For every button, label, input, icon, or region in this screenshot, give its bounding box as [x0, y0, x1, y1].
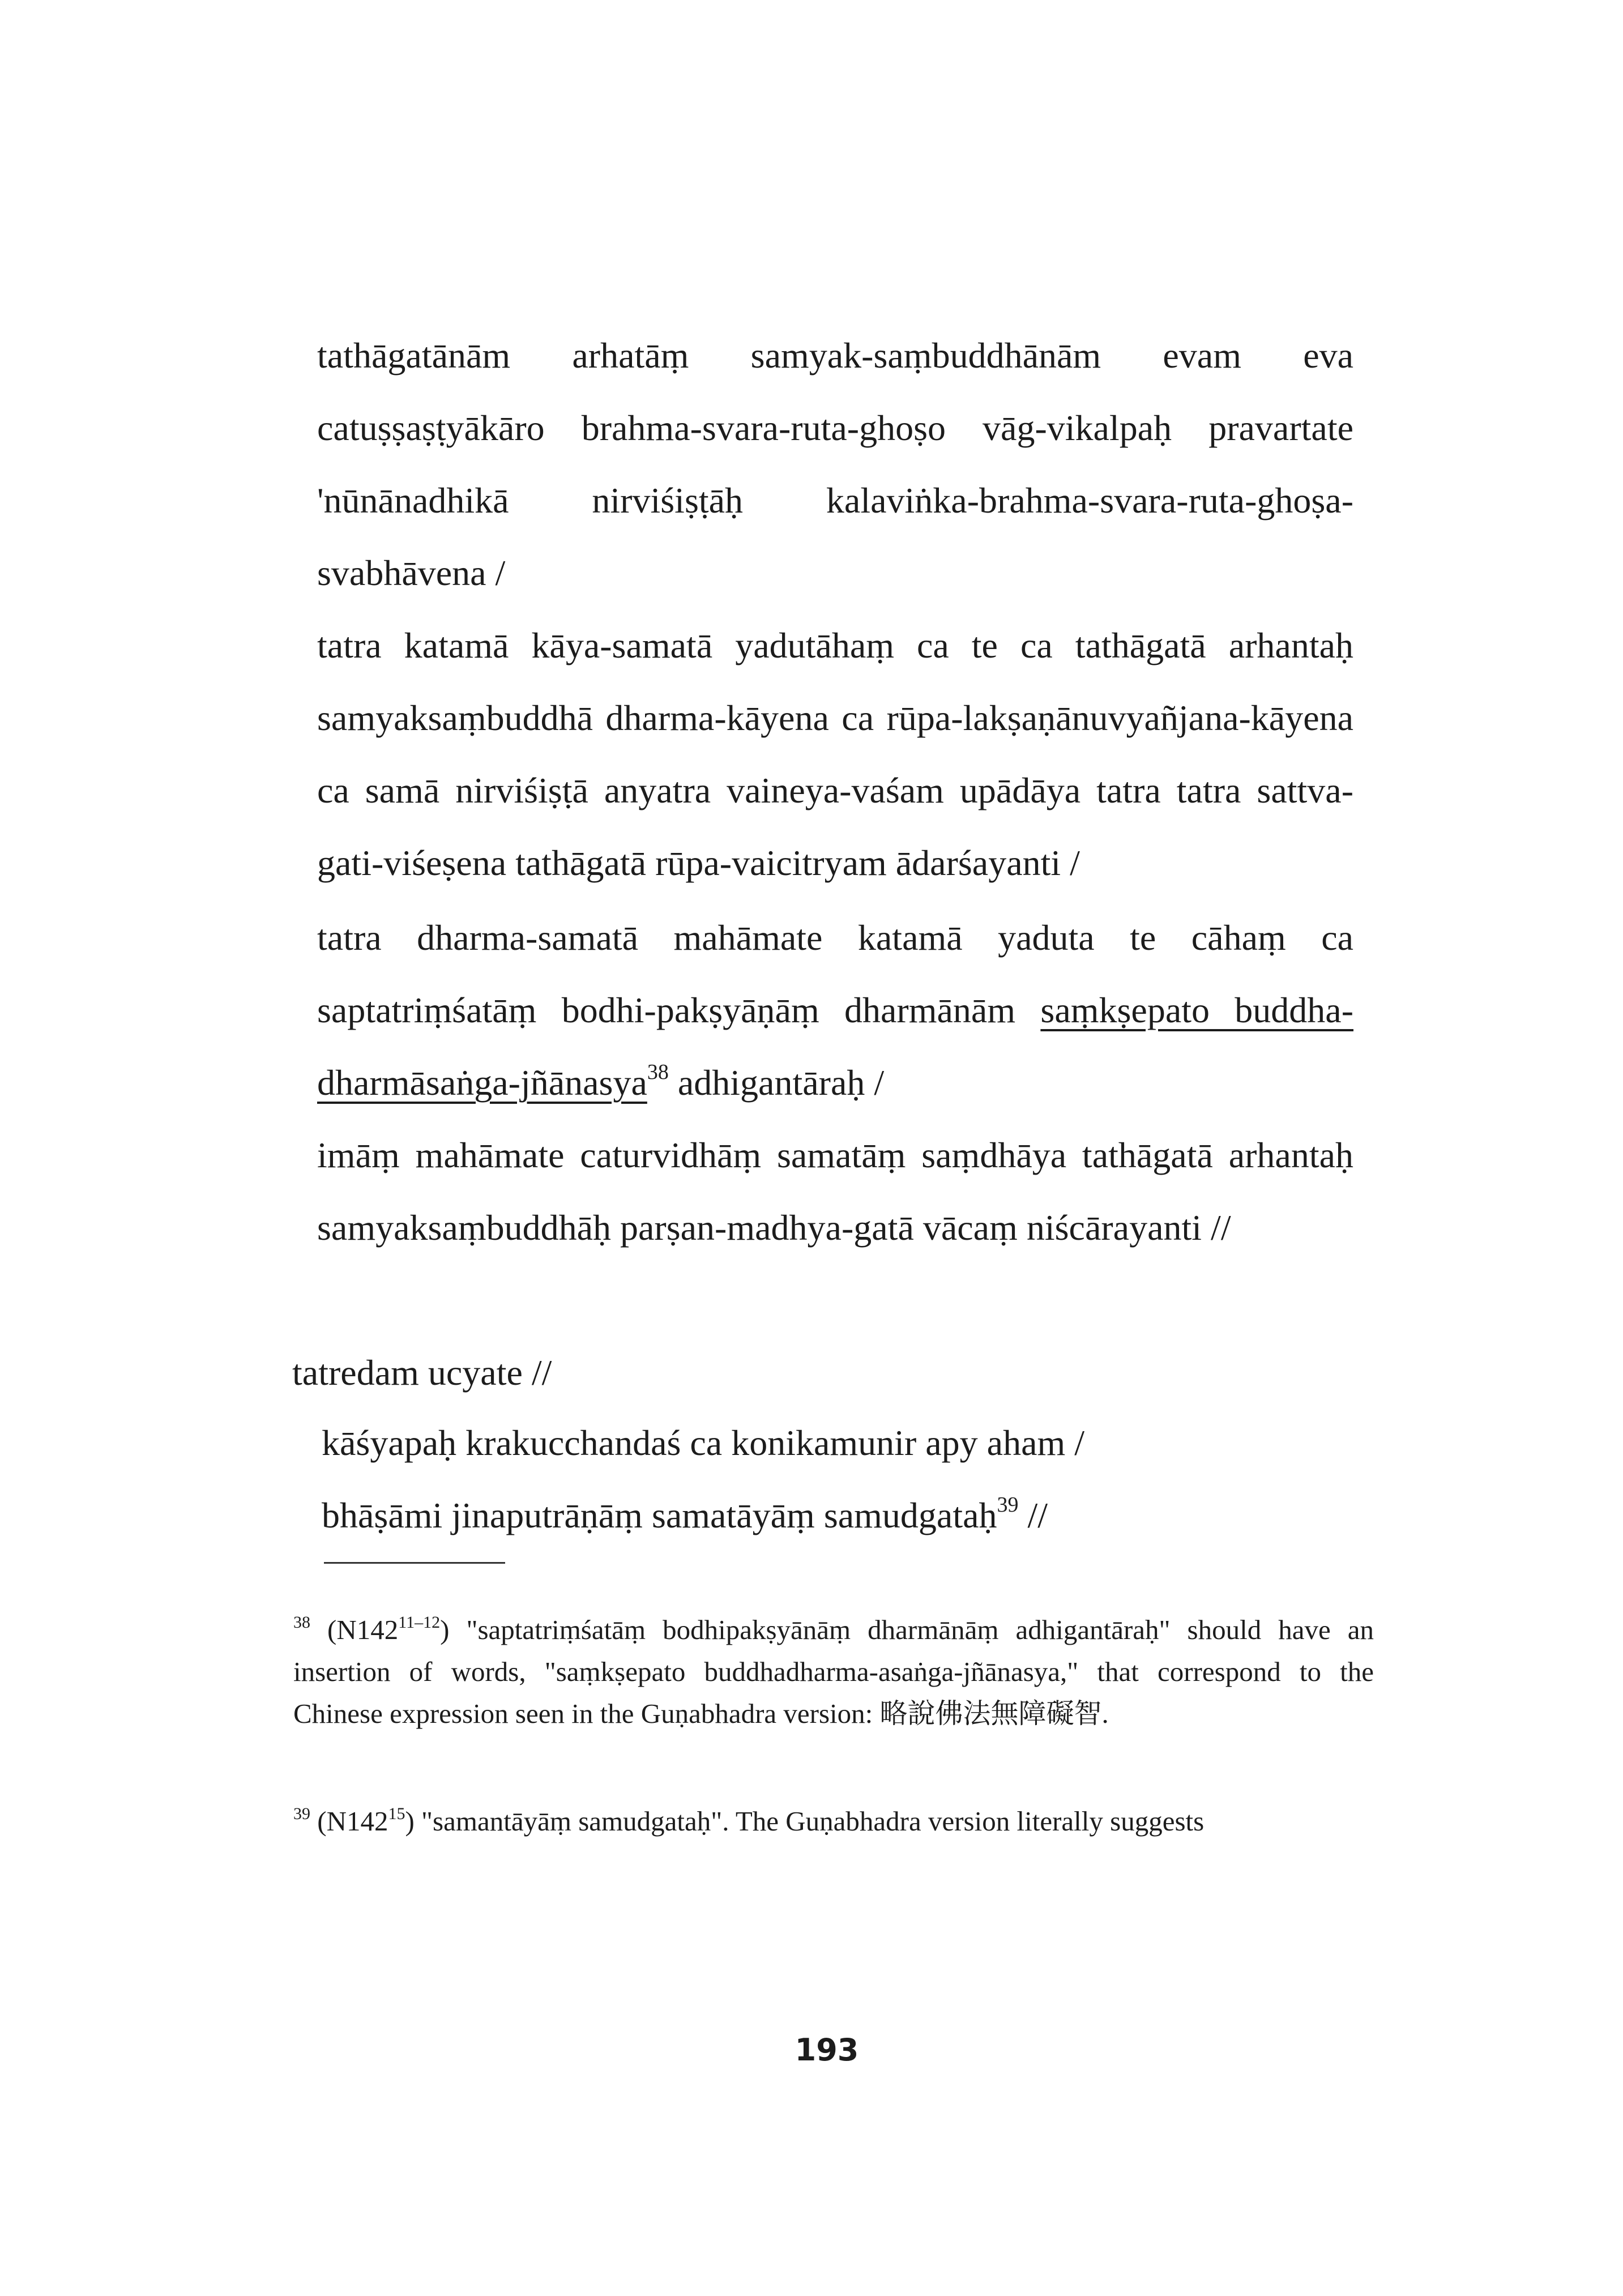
footnote-39-lines: 15	[388, 1804, 405, 1823]
footnote-39-number: 39	[293, 1804, 310, 1823]
body-paragraph-2: tatra katamā kāya-samatā yadutāhaṃ ca te ca tathāgatā arhantaḥ samyaksaṃbuddhā dharma-kāyena ca rūpa-lakṣaṇānuvyañjana-kāyena ca samā nirviśiṣṭā anyatra vaineya-vaśam upādāya tatra tatra sattva-gati-viśeṣena tathāgatā rūpa-vaicitryam ādarśayanti /	[317, 625, 1353, 883]
verse-introduction: tatredam ucyate //	[292, 1352, 552, 1393]
page-number: 193	[795, 2032, 859, 2068]
body-paragraph-4: imāṃ mahāmate caturvidhāṃ samatāṃ saṃdhāya tathāgatā arhantaḥ samyaksaṃbuddhāḥ parṣan-madhya-gatā vācaṃ niścārayanti //	[317, 1135, 1353, 1248]
footnote-39	[293, 1800, 1374, 1842]
footnote-39-text: "samantāyāṃ samudgataḥ". The Guṇabhadra version literally suggests	[421, 1806, 1205, 1837]
verse-line-2	[322, 1479, 1048, 1552]
footnote-divider	[324, 1562, 505, 1564]
underlined-phrase: saṃkṣepato buddha-dharmāsaṅga-jñānasya	[317, 990, 1354, 1103]
footnote-38-number: 38	[293, 1613, 310, 1632]
body-paragraph-3	[317, 902, 1353, 1119]
verse-line-1: kāśyapaḥ krakucchandaś ca konikamunir apy aham /	[322, 1423, 1085, 1463]
footnote-38	[293, 1609, 1374, 1735]
footnote-ref-38[interactable]: 38	[647, 1060, 669, 1084]
footnote-ref-39[interactable]: 39	[997, 1493, 1019, 1517]
para3-text-before: tatra dharma-samatā mahāmate katamā yaduta te cāhaṃ ca saptatriṃśatāṃ bodhi-pakṣyāṇāṃ dharmānām	[317, 917, 1353, 1030]
footnote-38-ref-close: )	[440, 1614, 450, 1645]
footnote-38-ref: (N142	[327, 1614, 399, 1645]
footnote-39-ref-close: )	[405, 1806, 415, 1837]
footnote-38-lines: 11–12	[398, 1613, 441, 1632]
para3-text-after: adhigantāraḥ /	[677, 1062, 885, 1103]
footnote-39-ref: (N142	[317, 1806, 388, 1837]
body-paragraph-1: tathāgatānām arhatāṃ samyak-saṃbuddhānām evam eva catuṣṣaṣṭyākāro brahma-svara-ruta-ghoṣo vāg-vikalpaḥ pravartate 'nūnānadhikā nirviśiṣṭāḥ kalaviṅka-brahma-svara-ruta-ghoṣa-svabhāvena /	[317, 335, 1353, 593]
footnote-38-text: "saptatriṃśatāṃ bodhipakṣyānāṃ dharmānāṃ adhigantāraḥ" should have an insertion of words, "saṃkṣepato buddhadharma-asaṅga-jñānasya," that correspond to the Chinese expression seen in the Guṇabhadra version: 略說佛法無障礙智.	[293, 1614, 1374, 1729]
verse2-text: bhāṣāmi jinaputrāṇāṃ samatāyāṃ samudgataḥ	[322, 1495, 997, 1535]
verse2-end-mark: //	[1027, 1495, 1048, 1535]
